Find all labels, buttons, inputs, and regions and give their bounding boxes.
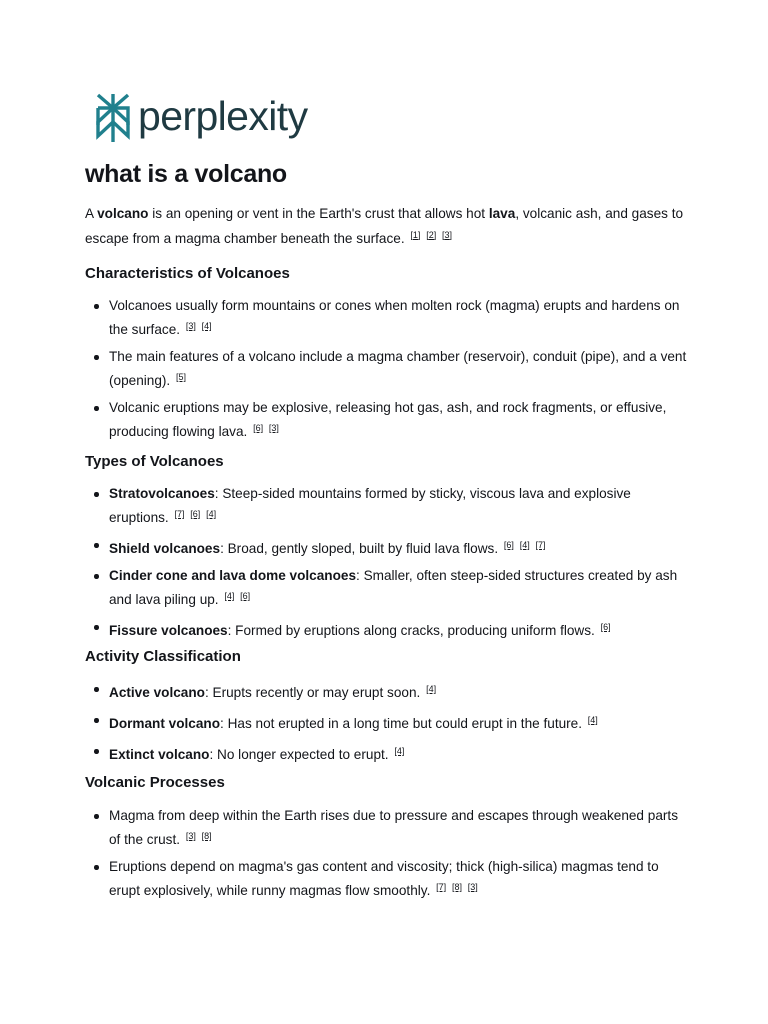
list-item (88, 347, 688, 391)
section-heading: Types of Volcanoes (85, 453, 224, 470)
citation-link[interactable]: [4] (587, 715, 598, 725)
list-item (88, 741, 688, 765)
citation-link[interactable]: [3] (185, 321, 196, 331)
item-term: Active volcano (109, 685, 205, 700)
item-text: : Has not erupted in a long time but could erupt in the future. (220, 716, 583, 731)
section-heading: Characteristics of Volcanoes (85, 265, 290, 282)
citation-link[interactable]: [6] (190, 509, 201, 519)
item-term: Cinder cone and lava dome volcanoes (109, 568, 357, 583)
section-list (88, 806, 688, 908)
citation-link[interactable]: [6] (600, 622, 611, 632)
citation-link[interactable]: [4] (519, 540, 530, 550)
item-text: : Formed by eruptions along cracks, producing uniform flows. (227, 623, 595, 638)
citation-link[interactable]: [4] (426, 684, 437, 694)
intro-text-2: is an opening or vent in the Earth's crust that allows hot (148, 206, 489, 221)
list-item (88, 679, 688, 703)
item-text: Volcanic eruptions may be explosive, releasing hot gas, ash, and rock fragments, or effusive, producing flowing lava. (109, 400, 667, 439)
intro-term-volcano: volcano (97, 206, 149, 221)
section-list (88, 296, 688, 449)
section-list (88, 679, 688, 772)
intro-text-3: , volcanic ash, and gases to escape from a magma chamber beneath the surface. (85, 206, 684, 246)
item-term: Stratovolcanoes (109, 486, 215, 501)
item-text: : Steep-sided mountains formed by sticky, viscous lava and explosive eruptions. (109, 486, 631, 525)
citation-link[interactable]: [6] (503, 540, 514, 550)
item-term: Extinct volcano (109, 747, 210, 762)
item-text: : No longer expected to erupt. (209, 747, 389, 762)
citation-link[interactable]: [8] (201, 831, 212, 841)
citation-link[interactable]: [3] (268, 423, 279, 433)
citation-link[interactable]: [4] (394, 746, 405, 756)
citation-link[interactable]: [3] (185, 831, 196, 841)
citation-link[interactable]: [4] (201, 321, 212, 331)
citation-link[interactable]: [8] (451, 882, 462, 892)
item-term: Shield volcanoes (109, 541, 221, 556)
item-text: : Broad, gently sloped, built by fluid lava flows. (220, 541, 499, 556)
list-item (88, 535, 688, 559)
item-text: : Erupts recently or may erupt soon. (204, 685, 421, 700)
citation-link[interactable]: [1] (410, 229, 421, 240)
perplexity-logo (93, 92, 307, 144)
list-item (88, 806, 688, 850)
item-text: The main features of a volcano include a magma chamber (reservoir), conduit (pipe), and a vent (opening). (109, 349, 687, 388)
intro-paragraph (85, 204, 695, 249)
list-item (88, 484, 688, 528)
section-heading: Activity Classification (85, 648, 241, 665)
citation-link[interactable]: [4] (224, 591, 235, 601)
page-title: what is a volcano (85, 160, 287, 188)
citation-link[interactable]: [7] (436, 882, 447, 892)
item-term: Dormant volcano (109, 716, 221, 731)
citation-link[interactable]: [2] (426, 229, 437, 240)
item-text: : Smaller, often steep-sided structures created by ash and lava piling up. (109, 568, 678, 607)
item-text: Volcanoes usually form mountains or cones when molten rock (magma) erupts and hardens on the surface. (109, 298, 680, 337)
list-item (88, 296, 688, 340)
section-heading: Volcanic Processes (85, 774, 225, 791)
citation-link[interactable]: [3] (442, 229, 453, 240)
list-item (88, 566, 688, 610)
citation-link[interactable]: [6] (240, 591, 251, 601)
list-item (88, 398, 688, 442)
citation-link[interactable]: [7] (174, 509, 185, 519)
section-list (88, 484, 688, 648)
citation-link[interactable]: [6] (253, 423, 264, 433)
citation-link[interactable]: [7] (535, 540, 546, 550)
citation-link[interactable]: [5] (176, 372, 187, 382)
item-text: Magma from deep within the Earth rises due to pressure and escapes through weakened parts of the crust. (109, 808, 678, 847)
item-text: Eruptions depend on magma's gas content and viscosity; thick (high-silica) magmas tend to erupt explosively, while runny magmas flow smoothly. (109, 859, 659, 898)
intro-term-lava: lava (488, 206, 516, 221)
brand-wordmark: perplexity (138, 92, 308, 139)
perplexity-logo-icon (93, 92, 133, 144)
list-item (88, 857, 688, 901)
intro-text-1: A (85, 206, 98, 221)
list-item (88, 710, 688, 734)
citation-link[interactable]: [4] (206, 509, 217, 519)
citation-link[interactable]: [3] (467, 882, 478, 892)
item-term: Fissure volcanoes (109, 623, 228, 638)
list-item (88, 617, 688, 641)
